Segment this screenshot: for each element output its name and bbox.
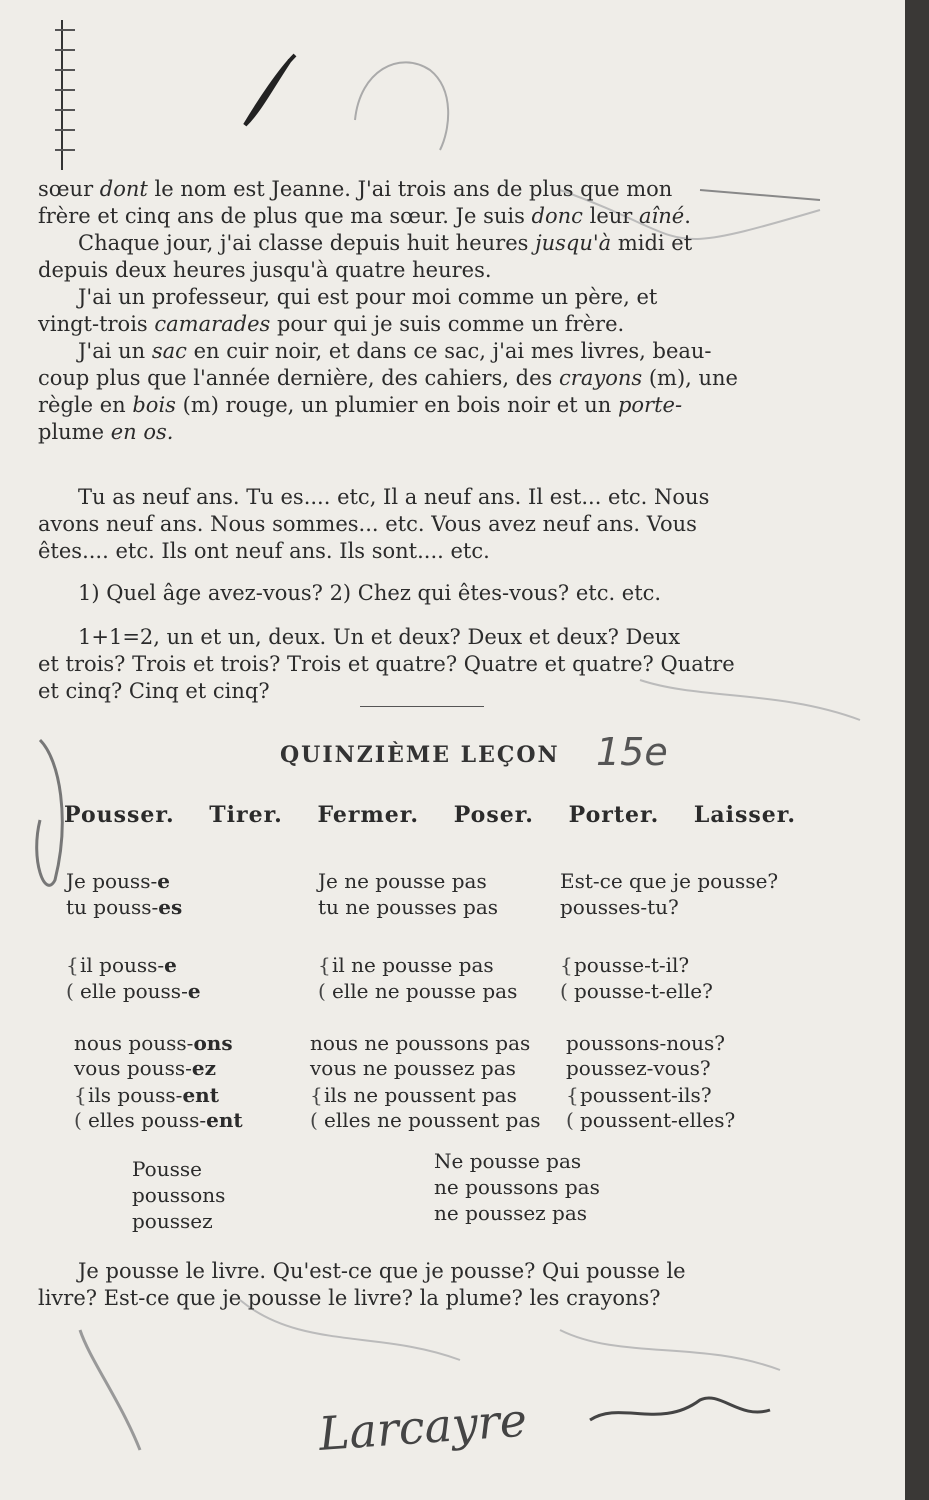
handwritten-note: 15e <box>596 730 668 774</box>
text-line: J'ai un professeur, qui est pour moi comme un père, et <box>78 285 658 309</box>
text-line: vingt-trois camarades pour qui je suis comme un frère. <box>38 312 625 336</box>
text-line: avons neuf ans. Nous sommes... etc. Vous avez neuf ans. Vous <box>38 512 697 536</box>
text-line: et trois? Trois et trois? Trois et quatre? Quatre et quatre? Quatre <box>38 652 735 676</box>
affirmative-form: ( elle pouss-e <box>66 979 201 1003</box>
text-line: 1) Quel âge avez-vous? 2) Chez qui êtes-vous? etc. etc. <box>78 581 662 605</box>
negative-form: {ils ne poussent pas <box>310 1083 517 1107</box>
separator-line <box>360 706 484 707</box>
imperative-form: poussez <box>132 1209 213 1233</box>
signature <box>0 1340 905 1500</box>
text-line: sœur dont le nom est Jeanne. J'ai trois ans de plus que mon <box>38 177 673 201</box>
text-line: Chaque jour, j'ai classe depuis huit heures jusqu'à midi et <box>78 231 693 255</box>
text-line: Tu as neuf ans. Tu es.... etc, Il a neuf ans. Il est... etc. Nous <box>78 485 710 509</box>
text-line: J'ai un sac en cuir noir, et dans ce sac, j'ai mes livres, beau- <box>78 339 712 363</box>
lesson-title: QUINZIÈME LEÇON <box>280 742 560 768</box>
interrogative-form: poussons-nous? <box>566 1031 725 1055</box>
text-line: livre? Est-ce que je pousse le livre? la plume? les crayons? <box>38 1286 661 1310</box>
negative-form: Je ne pousse pas <box>318 869 487 893</box>
text-line: coup plus que l'année dernière, des cahiers, des crayons (m), une <box>38 366 738 390</box>
text-line: êtes.... etc. Ils ont neuf ans. Ils sont.... etc. <box>38 539 490 563</box>
verb-item: Fermer. <box>317 802 420 828</box>
negative-form: tu ne pousses pas <box>318 895 499 919</box>
imperative-negative-form: Ne pousse pas <box>434 1149 582 1173</box>
verb-item: Tirer. <box>209 802 283 828</box>
affirmative-form: tu pouss-es <box>66 895 183 919</box>
interrogative-form: poussez-vous? <box>566 1056 711 1080</box>
negative-form: nous ne poussons pas <box>310 1031 531 1055</box>
verb-item: Laisser. <box>693 802 796 828</box>
negative-form: ( elles ne poussent pas <box>310 1108 541 1132</box>
text-line: plume en os. <box>38 420 174 444</box>
text-line: Je pousse le livre. Qu'est-ce que je pousse? Qui pousse le <box>78 1259 686 1283</box>
affirmative-form: nous pouss-ons <box>74 1031 233 1055</box>
interrogative-form: {poussent-ils? <box>566 1083 712 1107</box>
verb-list <box>64 802 822 828</box>
interrogative-form: {pousse-t-il? <box>560 953 690 977</box>
imperative-negative-form: ne poussez pas <box>434 1201 588 1225</box>
affirmative-form: vous pouss-ez <box>74 1056 216 1080</box>
affirmative-form: {ils pouss-ent <box>74 1083 219 1107</box>
imperative-negative-form: ne poussons pas <box>434 1175 600 1199</box>
signature-text: Larcayre <box>317 1392 529 1461</box>
interrogative-form: Est-ce que je pousse? <box>560 869 779 893</box>
interrogative-form: ( pousse-t-elle? <box>560 979 713 1003</box>
verb-item: Poser. <box>453 802 534 828</box>
text-line: 1+1=2, un et un, deux. Un et deux? Deux et deux? Deux <box>78 625 681 649</box>
affirmative-form: {il pouss-e <box>66 953 177 977</box>
affirmative-form: Je pouss-e <box>66 869 170 893</box>
negative-form: ( elle ne pousse pas <box>318 979 518 1003</box>
text-line: frère et cinq ans de plus que ma sœur. Je suis donc leur aîné. <box>38 204 691 228</box>
imperative-form: poussons <box>132 1183 226 1207</box>
negative-form: vous ne poussez pas <box>310 1056 516 1080</box>
interrogative-form: pousses-tu? <box>560 895 679 919</box>
interrogative-form: ( poussent-elles? <box>566 1108 736 1132</box>
affirmative-form: ( elles pouss-ent <box>74 1108 243 1132</box>
text-line: règle en bois (m) rouge, un plumier en bois noir et un porte- <box>38 393 683 417</box>
negative-form: {il ne pousse pas <box>318 953 494 977</box>
verb-item: Porter. <box>568 802 660 828</box>
verb-item: Pousser. <box>64 802 175 828</box>
imperative-form: Pousse <box>132 1157 202 1181</box>
text-line: depuis deux heures jusqu'à quatre heures. <box>38 258 492 282</box>
text-line: et cinq? Cinq et cinq? <box>38 679 270 703</box>
page-edge <box>905 0 929 1500</box>
